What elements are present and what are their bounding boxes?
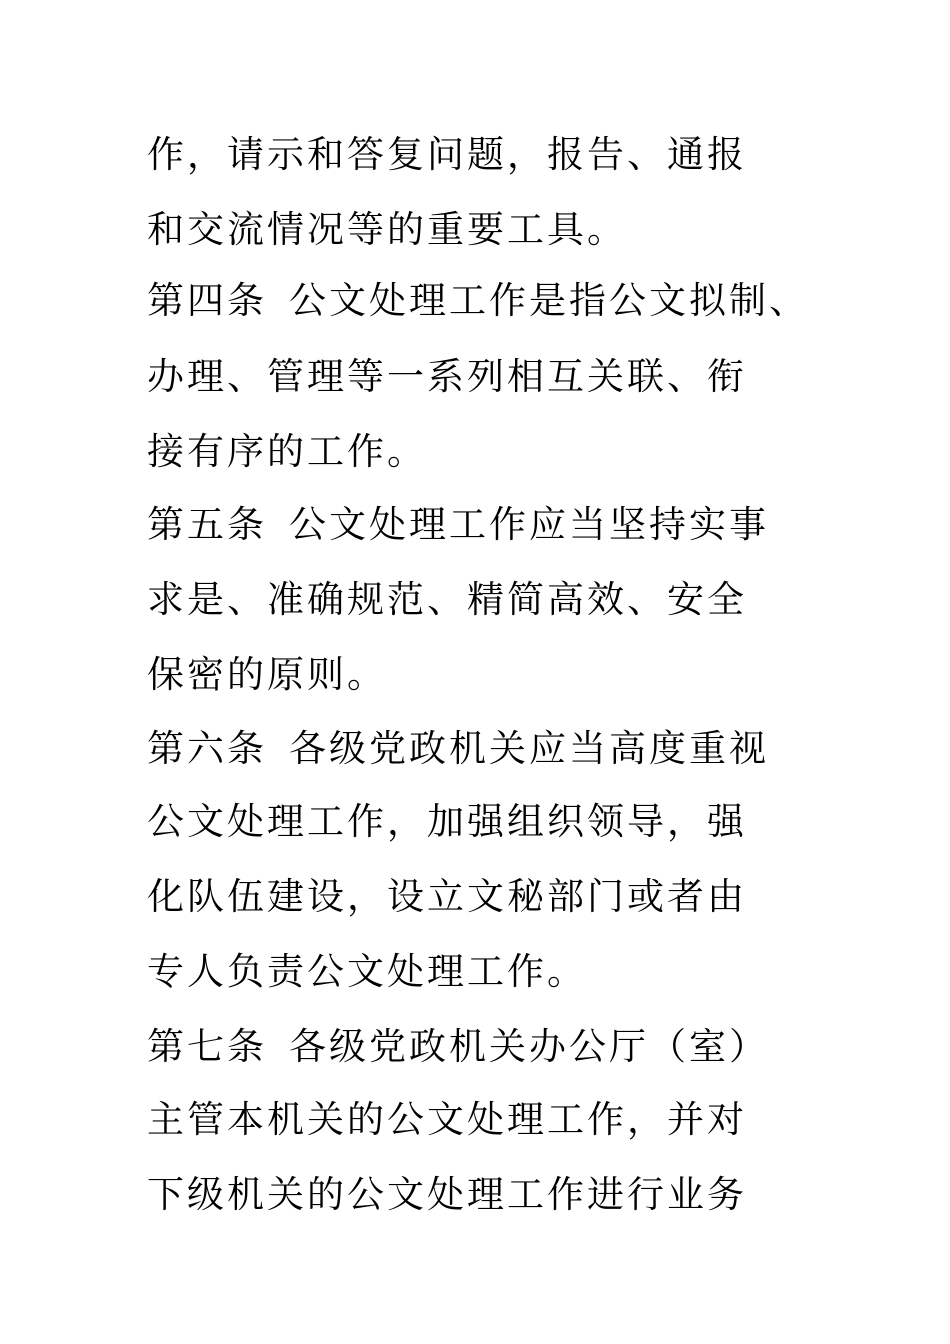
text-line: 化队伍建设，设立文秘部门或者由 [147,875,747,918]
article-text: 各级党政机关办公厅（室） [289,1025,769,1068]
text-line: 主管本机关的公文处理工作，并对 [147,1098,747,1141]
article-label: 第七条 [147,1025,267,1068]
text-line: 和交流情况等的重要工具。 [147,208,627,251]
article-text: 公文处理工作应当坚持实事 [289,503,769,546]
article-4-first-line [147,279,809,323]
article-label: 第六条 [147,727,267,770]
text-line: 下级机关的公文处理工作进行业务 [147,1173,747,1216]
article-text: 公文处理工作是指公文拟制、 [289,279,809,322]
text-line: 求是、准确规范、精简高效、安全 [147,578,747,621]
text-line: 公文处理工作，加强组织领导，强 [147,800,747,843]
article-text: 各级党政机关应当高度重视 [289,727,769,770]
article-label: 第五条 [147,503,267,546]
article-7-first-line [147,1025,769,1069]
article-6-first-line [147,727,769,771]
text-line: 作，请示和答复问题，报告、通报 [147,133,747,176]
text-line: 专人负责公文处理工作。 [147,950,587,993]
text-line: 保密的原则。 [147,653,387,696]
article-label: 第四条 [147,279,267,322]
article-5-first-line [147,503,769,547]
text-line: 接有序的工作。 [147,430,427,473]
text-line: 办理、管理等一系列相互关联、衔 [147,355,747,398]
